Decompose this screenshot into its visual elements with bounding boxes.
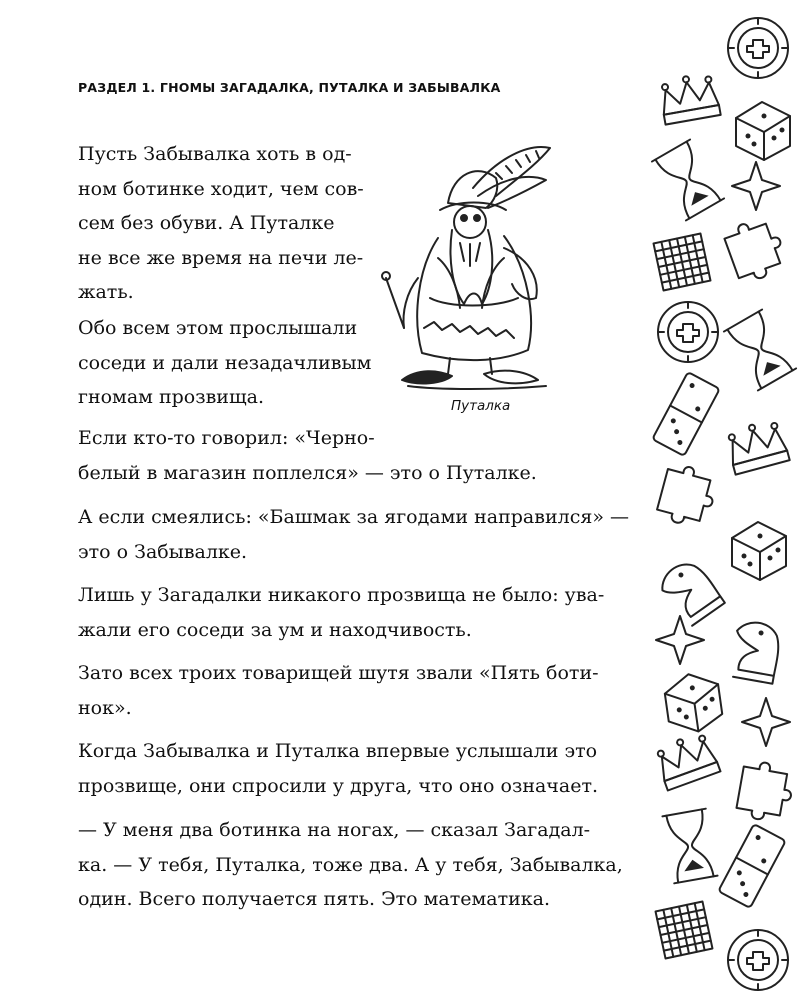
text-line: Лишь у Загадалки никакого прозвища не было: ува- bbox=[78, 584, 605, 606]
crown-icon bbox=[724, 418, 789, 475]
text-line: соседи и дали незадачливым bbox=[78, 351, 372, 374]
text-line: прозвище, они спросили у друга, что оно означает. bbox=[78, 774, 598, 797]
chess-knight-icon bbox=[729, 619, 783, 683]
chip-icon bbox=[728, 18, 788, 78]
chip-icon bbox=[728, 930, 788, 990]
paragraph-7 bbox=[78, 734, 598, 803]
chess-knight-icon bbox=[656, 555, 725, 628]
dice-icon bbox=[732, 522, 786, 580]
paragraph-6 bbox=[78, 656, 599, 725]
grid-board-icon bbox=[654, 234, 711, 291]
text-line: А если смеялись: «Башмак за ягодами направился» — bbox=[78, 506, 629, 528]
text-line: ка. — У тебя, Путалка, тоже два. А у тебя, Забывалка, bbox=[78, 853, 623, 876]
text-line: белый в магазин поплелся» — это о Путалке. bbox=[78, 461, 537, 484]
text-line: ном ботинке ходит, чем сов- bbox=[78, 177, 364, 200]
text-line: нок». bbox=[78, 696, 132, 719]
puzzle-piece-icon bbox=[655, 462, 719, 530]
text-line: сем без обуви. А Путалке bbox=[78, 212, 335, 234]
decorative-border bbox=[640, 0, 800, 1000]
domino-icon bbox=[718, 824, 785, 908]
text-line: не все же время на печи ле- bbox=[78, 246, 364, 269]
text-line: жать. bbox=[78, 281, 134, 303]
paragraph-3 bbox=[78, 421, 537, 490]
puzzle-piece-icon bbox=[722, 214, 790, 285]
paragraph-2 bbox=[78, 311, 371, 415]
domino-icon bbox=[652, 372, 719, 456]
paragraph-8 bbox=[78, 813, 623, 917]
chip-icon bbox=[658, 302, 718, 362]
grid-board-icon bbox=[656, 902, 713, 959]
paragraph-1 bbox=[78, 137, 364, 310]
text-line: один. Всего получается пять. Это математика. bbox=[78, 888, 550, 910]
crown-icon bbox=[653, 730, 721, 790]
text-line: это о Забывалке. bbox=[78, 540, 248, 563]
text-line: Пусть Забывалка хоть в од- bbox=[78, 143, 352, 165]
star-icon bbox=[742, 698, 790, 746]
hourglass-icon bbox=[724, 310, 796, 391]
text-line: Обо всем этом прослышали bbox=[78, 317, 358, 339]
paragraph-4 bbox=[78, 500, 629, 569]
dice-icon bbox=[736, 102, 790, 160]
text-line: Когда Забывалка и Путалка впервые услышали это bbox=[78, 740, 598, 762]
star-icon bbox=[732, 162, 780, 210]
crown-icon bbox=[658, 72, 721, 125]
text-line: гномам прозвища. bbox=[78, 386, 265, 408]
text-line: — У меня два ботинка на ногах, — сказал Загадал- bbox=[78, 819, 591, 841]
hourglass-icon bbox=[652, 140, 724, 221]
puzzle-piece-icon bbox=[735, 759, 796, 824]
text-line: жали его соседи за ум и находчивость. bbox=[78, 618, 472, 641]
paragraph-5 bbox=[78, 578, 604, 647]
text-line: Зато всех троих товарищей шутя звали «Пять боти- bbox=[78, 662, 599, 684]
gnome-putalka-illustration bbox=[378, 118, 560, 390]
figure-caption: Путалка bbox=[451, 398, 511, 414]
dice-icon bbox=[663, 670, 725, 735]
section-header: РАЗДЕЛ 1. ГНОМЫ ЗАГАДАЛКА, ПУТАЛКА И ЗАБЫВАЛКА bbox=[78, 80, 501, 95]
text-line: Если кто-то говорил: «Черно- bbox=[78, 427, 375, 449]
hourglass-icon bbox=[662, 809, 717, 884]
